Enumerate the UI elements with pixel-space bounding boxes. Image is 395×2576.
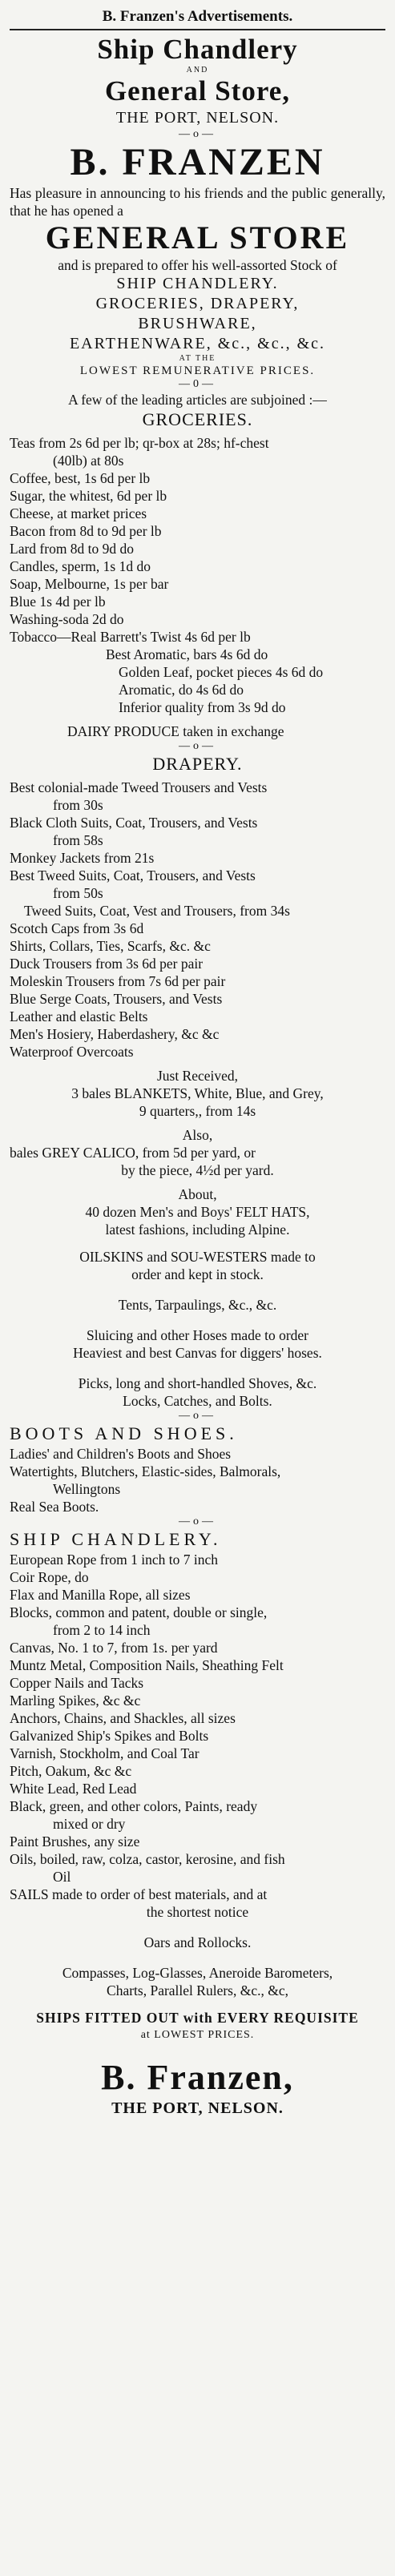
- blankets-line1: 3 bales BLANKETS, White, Blue, and Grey,: [71, 1085, 324, 1101]
- tents-line: Tents, Tarpaulings, &c., &c.: [118, 1297, 277, 1313]
- grocery-line: Sugar, the whitest, 6d per lb: [10, 488, 167, 504]
- chandlery-line: Muntz Metal, Composition Nails, Sheathing Felt: [10, 1657, 284, 1673]
- masthead-location: THE PORT, NELSON.: [115, 109, 280, 127]
- footer-port: THE PORT, NELSON.: [111, 2099, 284, 2117]
- intro-goods-line1: GROCERIES, DRAPERY,: [95, 295, 300, 312]
- drapery-line: Tweed Suits, Coat, Vest and Trousers, from 34s: [24, 903, 290, 919]
- chandlery-line: Canvas, No. 1 to 7, from 1s. per yard: [10, 1640, 218, 1656]
- chandlery-line: Paint Brushes, any size: [10, 1833, 140, 1849]
- felt-hats-line2: latest fashions, including Alpine.: [105, 1222, 290, 1238]
- grocery-line: Golden Leaf, pocket pieces 4s 6d do: [119, 664, 324, 680]
- blankets-line2: 9 quarters,, from 14s: [139, 1103, 256, 1119]
- ships-fitted-line2: at LOWEST PRICES.: [140, 2029, 255, 2041]
- intro-general-store: GENERAL STORE: [45, 219, 350, 256]
- groceries-heading: GROCERIES.: [142, 409, 253, 429]
- chandlery-line: mixed or dry: [53, 1816, 126, 1832]
- chandlery-line: Pitch, Oakum, &c &c: [10, 1763, 132, 1779]
- calico-line1: bales GREY CALICO, from 5d per yard, or: [10, 1145, 256, 1161]
- chandlery-line: Blocks, common and patent, double or single,: [10, 1604, 268, 1620]
- grocery-line: Soap, Melbourne, 1s per bar: [10, 576, 169, 592]
- drapery-line: Best colonial-made Tweed Trousers and Vests: [10, 779, 268, 795]
- intro-few-articles: A few of the leading articles are subjoined :—: [68, 392, 327, 408]
- drapery-line: Shirts, Collars, Ties, Scarfs, &c. &c: [10, 938, 211, 954]
- chandlery-line: Marling Spikes, &c &c: [10, 1693, 141, 1709]
- grocery-line: (40lb) at 80s: [53, 453, 124, 469]
- masthead-name: B. FRANZEN: [70, 141, 325, 183]
- drapery-line: Waterproof Overcoats: [10, 1044, 134, 1060]
- intro-goods-line3: EARTHENWARE, &c., &c., &c.: [69, 335, 326, 352]
- oars-line: Oars and Rollocks.: [143, 1934, 252, 1950]
- also-label: Also,: [182, 1127, 213, 1143]
- about-label: About,: [178, 1186, 217, 1202]
- chandlery-line: European Rope from 1 inch to 7 inch: [10, 1552, 219, 1568]
- chandlery-line: Flax and Manilla Rope, all sizes: [10, 1587, 191, 1603]
- section-divider: —o—: [179, 1515, 216, 1527]
- intro-goods-line2: BRUSHWARE,: [138, 315, 257, 332]
- drapery-line: from 50s: [53, 885, 103, 901]
- section-divider: —o—: [179, 1410, 216, 1422]
- chandlery-line: Black, green, and other colors, Paints, ready: [10, 1798, 258, 1814]
- chandlery-line: Varnish, Stockholm, and Coal Tar: [10, 1745, 200, 1761]
- grocery-line: Cheese, at market prices: [10, 505, 147, 521]
- boots-heading: BOOTS AND SHOES.: [10, 1423, 238, 1443]
- chandlery-line: White Lead, Red Lead: [10, 1781, 137, 1797]
- chandlery-line: Galvanized Ship's Spikes and Bolts: [10, 1728, 209, 1744]
- grocery-line: Aromatic, do 4s 6d do: [119, 682, 244, 698]
- grocery-line: Lard from 8d to 9d do: [10, 541, 135, 557]
- masthead-general-store: General Store,: [104, 75, 291, 107]
- grocery-line: Best Aromatic, bars 4s 6d do: [106, 646, 268, 662]
- intro-announce: Has pleasure in announcing to his friends and the public generally, that he has opened a: [10, 185, 385, 219]
- oilskins-line2: order and kept in stock.: [131, 1266, 264, 1282]
- ships-fitted-line1: SHIPS FITTED OUT with EVERY REQUISITE: [36, 2010, 359, 2026]
- section-divider: —o—: [179, 740, 216, 752]
- grocery-line: Blue 1s 4d per lb: [10, 594, 106, 610]
- chandlery-line: Oils, boiled, raw, colza, castor, kerosine, and fish: [10, 1851, 285, 1867]
- sluicing-line1: Sluicing and other Hoses made to order: [86, 1327, 309, 1343]
- grocery-line: Teas from 2s 6d per lb; qr-box at 28s; hf-chest: [10, 435, 269, 451]
- felt-hats-line1: 40 dozen Men's and Boys' FELT HATS,: [85, 1204, 310, 1220]
- chandlery-line: Oil: [53, 1869, 71, 1885]
- sails-line2: the shortest notice: [146, 1904, 249, 1920]
- chandlery-line: Anchors, Chains, and Shackles, all sizes: [10, 1710, 236, 1726]
- intro-ship-chandlery: SHIP CHANDLERY.: [116, 275, 279, 292]
- drapery-line: Men's Hosiery, Haberdashery, &c &c: [10, 1026, 220, 1042]
- drapery-line: Moleskin Trousers from 7s 6d per pair: [10, 973, 226, 989]
- dairy-produce-note: DAIRY PRODUCE taken in exchange: [67, 723, 284, 739]
- drapery-line: from 30s: [53, 797, 103, 813]
- oilskins-line1: OILSKINS and SOU-WESTERS made to: [79, 1249, 316, 1265]
- picks-line1: Picks, long and short-handled Shoves, &c.: [78, 1375, 317, 1391]
- grocery-line: Bacon from 8d to 9d per lb: [10, 523, 162, 539]
- masthead-and: AND: [186, 66, 209, 74]
- grocery-line: Coffee, best, 1s 6d per lb: [10, 470, 151, 486]
- drapery-line: Duck Trousers from 3s 6d per pair: [10, 956, 204, 972]
- just-received: Just Received,: [156, 1068, 239, 1084]
- boots-line: Wellingtons: [53, 1481, 121, 1497]
- section-divider: —0—: [179, 378, 216, 390]
- drapery-line: Black Cloth Suits, Coat, Trousers, and Vests: [10, 815, 258, 831]
- chandlery-line: Coir Rope, do: [10, 1569, 89, 1585]
- drapery-line: Blue Serge Coats, Trousers, and Vests: [10, 991, 223, 1007]
- grocery-line: Candles, sperm, 1s 1d do: [10, 558, 151, 574]
- chandlery-line: Copper Nails and Tacks: [10, 1675, 144, 1691]
- page-header-title: B. Franzen's Advertisements.: [102, 8, 293, 25]
- compasses-line2: Charts, Parallel Rulers, &c., &c,: [107, 1982, 288, 1998]
- header-rule: [10, 29, 385, 30]
- drapery-line: Scotch Caps from 3s 6d: [10, 920, 144, 936]
- grocery-line: Washing-soda 2d do: [10, 611, 124, 627]
- compasses-line1: Compasses, Log-Glasses, Aneroide Barometers,: [62, 1965, 333, 1981]
- sails-line1: SAILS made to order of best materials, and at: [10, 1886, 268, 1902]
- boots-line: Ladies' and Children's Boots and Shoes: [10, 1446, 232, 1462]
- intro-prices: LOWEST REMUNERATIVE PRICES.: [79, 364, 316, 377]
- intro-at-the: AT THE: [179, 354, 216, 363]
- section-divider: —o—: [179, 128, 216, 140]
- footer-name: B. Franzen,: [101, 2058, 294, 2097]
- drapery-line: Leather and elastic Belts: [10, 1008, 148, 1024]
- boots-line: Real Sea Boots.: [10, 1499, 99, 1515]
- calico-line2: by the piece, 4½d per yard.: [121, 1162, 274, 1178]
- chandlery-heading: SHIP CHANDLERY.: [10, 1529, 222, 1549]
- drapery-line: Monkey Jackets from 21s: [10, 850, 155, 866]
- chandlery-line: from 2 to 14 inch: [53, 1622, 151, 1638]
- grocery-line: Inferior quality from 3s 9d do: [119, 699, 286, 715]
- intro-prepared: and is prepared to offer his well-assorted Stock of: [58, 257, 337, 273]
- drapery-heading: DRAPERY.: [152, 754, 243, 774]
- picks-line2: Locks, Catches, and Bolts.: [123, 1393, 272, 1409]
- boots-line: Watertights, Blutchers, Elastic-sides, Balmorals,: [10, 1463, 281, 1479]
- drapery-line: from 58s: [53, 832, 103, 848]
- sluicing-line2: Heaviest and best Canvas for diggers' hoses.: [73, 1345, 322, 1361]
- grocery-line: Tobacco—Real Barrett's Twist 4s 6d per lb: [10, 629, 251, 645]
- masthead-ship-chandlery: Ship Chandlery: [97, 34, 298, 65]
- drapery-line: Best Tweed Suits, Coat, Trousers, and Vests: [10, 867, 256, 883]
